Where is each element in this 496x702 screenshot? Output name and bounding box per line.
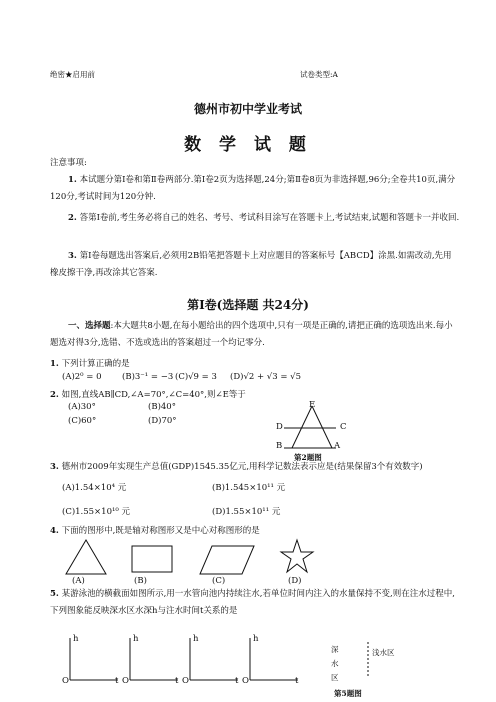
graph-d (250, 638, 298, 680)
pool-divider (364, 640, 374, 680)
question-stem: 如图,直线AB∥CD,∠A=70°,∠C=40°,则∠E等于 (61, 390, 246, 400)
graph-c (190, 638, 238, 680)
question-stem: 下列计算正确的是 (61, 359, 130, 369)
question-num: 1. (50, 359, 59, 369)
q4-option-b: (B) (134, 576, 147, 586)
triangle-shape (66, 540, 106, 574)
question-3 (50, 460, 423, 472)
notice-item (50, 210, 460, 227)
star-shape (281, 540, 313, 572)
rectangle-shape (132, 546, 172, 572)
q2-option-a: (A)30° (68, 402, 96, 412)
notice-text: 第Ⅰ卷每题选出答案后,必须用2B铅笔把答题卡上对应题目的答案标号【ABCD】涂黑.如需改动,先用橡皮擦干净,再改涂其它答案. (50, 251, 452, 278)
notice-item (50, 248, 460, 282)
graph-c-h: h (193, 634, 199, 644)
q5-figure-caption: 第5题图 (334, 689, 362, 698)
graph-b-origin: O (122, 676, 129, 686)
pool-shallow-label: 浅水区 (372, 648, 395, 657)
graph-d-t: t (295, 676, 299, 686)
section-intro-lead: 一、选择题 (68, 321, 111, 331)
q1-option-b: (B)3⁻¹ = −3 (122, 372, 174, 382)
secret-label: 绝密★启用前 (50, 70, 95, 79)
graph-d-h: h (253, 634, 259, 644)
graph-a-origin: O (62, 676, 69, 686)
question-num: 5. (50, 589, 59, 599)
notice-num: 3. (68, 251, 77, 261)
notice-item (50, 172, 460, 206)
q3-option-a: (A)1.54×10⁴ 元 (62, 483, 127, 493)
question-stem: 德州市2009年实现生产总值(GDP)1545.35亿元,用科学记数法表示应是(结果保留3个有效数字) (61, 462, 423, 472)
q4-option-d: (D) (288, 576, 302, 586)
question-4 (50, 524, 260, 536)
question-stem: 下面的图形中,既是轴对称图形又是中心对称图形的是 (61, 526, 260, 536)
graph-c-origin: O (182, 676, 189, 686)
notice-text: 本试题分第Ⅰ卷和第Ⅱ卷两部分.第Ⅰ卷2页为选择题,24分;第Ⅱ卷8页为非选择题,96分;全卷共10页,满分120分,考试时间为120分钟. (50, 175, 456, 202)
pool-deep-label: 深水区 (331, 645, 339, 682)
q3-option-d: (D)1.55×10¹¹ 元 (212, 507, 281, 517)
q4-option-c: (C) (212, 576, 226, 586)
graph-a-t: t (115, 676, 119, 686)
graph-b-t: t (175, 676, 179, 686)
section-intro (50, 318, 460, 352)
q3-option-c: (C)1.55×10¹⁰ 元 (62, 507, 131, 517)
fig-point-c: C (340, 422, 347, 432)
exam-title: 德州市初中学业考试 (193, 102, 302, 116)
question-stem: 某游泳池的横截面如图所示,用一水管向池内持续注水,若单位时间内注入的水量保持不变,则在注水过程中,下列图象能反映深水区水深h与注水时间t关系的是 (50, 589, 455, 616)
paper-type: 试卷类型:A (300, 70, 338, 79)
question-num: 4. (50, 526, 59, 536)
graph-a-h: h (73, 634, 79, 644)
notice-num: 2. (68, 213, 77, 223)
notice-num: 1. (68, 175, 77, 185)
notice-text: 答第Ⅰ卷前,考生务必将自己的姓名、考号、考试科目涂写在答题卡上,考试结束,试题和答题卡一并收回. (79, 213, 460, 223)
graph-c-t: t (235, 676, 239, 686)
q4-shapes (64, 538, 314, 578)
fig-point-d: D (276, 422, 283, 432)
fig-point-b: B (276, 441, 283, 451)
fig-point-e: E (309, 400, 316, 410)
graph-b-h: h (133, 634, 139, 644)
q2-option-c: (C)60° (68, 416, 97, 426)
q1-option-a: (A)2⁰ = 0 (62, 372, 102, 382)
q4-option-a: (A) (72, 576, 85, 586)
question-2 (50, 388, 246, 400)
q3-option-b: (B)1.545×10¹¹ 元 (212, 483, 286, 493)
question-num: 3. (50, 462, 59, 472)
exam-subtitle: 数 学 试 题 (184, 135, 312, 155)
q2-figure-caption: 第2题图 (294, 453, 322, 462)
question-1 (50, 357, 130, 369)
graph-a (70, 638, 118, 680)
parallelogram-shape (200, 546, 254, 574)
q2-option-b: (B)40° (148, 402, 176, 412)
fig-point-a: A (334, 441, 341, 451)
graph-b (130, 638, 178, 680)
question-num: 2. (50, 390, 59, 400)
section-intro-text: :本大题共8小题,在每小题给出的四个选项中,只有一项是正确的,请把正确的选项选出来.每小题选对得3分,选错、不选或选出的答案超过一个均记零分. (50, 321, 453, 348)
q2-option-d: (D)70° (148, 416, 177, 426)
notice-heading: 注意事项: (50, 158, 87, 168)
question-5 (50, 586, 460, 620)
graph-d-origin: O (242, 676, 249, 686)
section-title: 第Ⅰ卷(选择题 共24分) (187, 298, 309, 312)
q1-option-d: (D)√2 + √3 = √5 (230, 372, 301, 382)
q1-option-c: (C)√9 = 3 (175, 372, 217, 382)
